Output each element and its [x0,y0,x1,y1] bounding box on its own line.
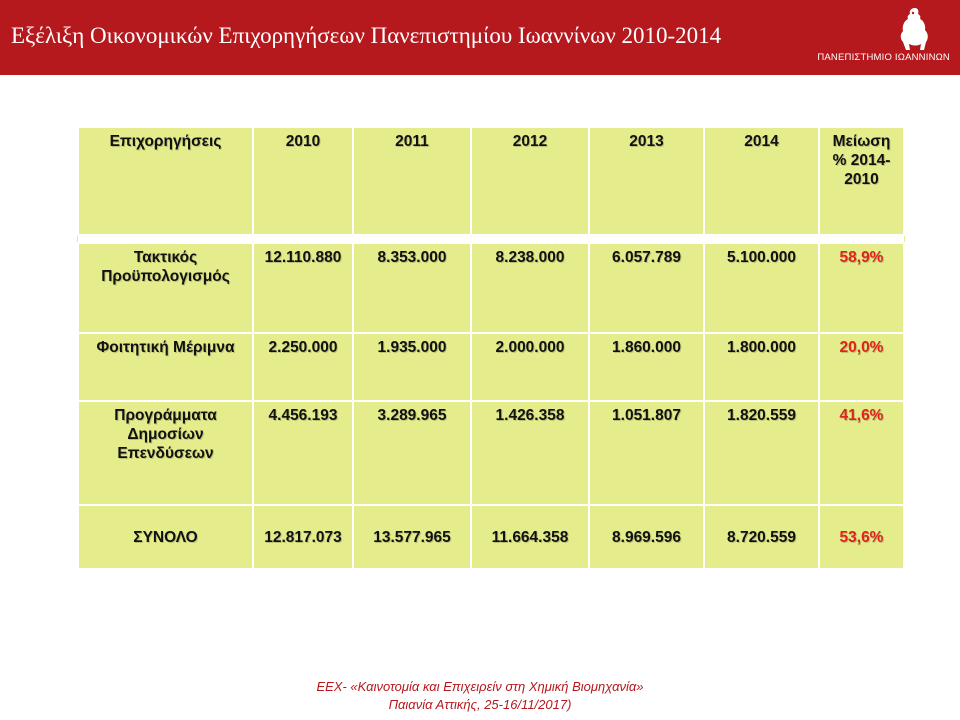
row-label: ΣΥΝΟΛΟ [78,505,253,569]
cell-2010: 4.456.193 [253,401,353,505]
cell-2013: 1.860.000 [589,333,704,401]
page-title: Εξέλιξη Οικονομικών Επιχορηγήσεων Πανεπιστημίου Ιωαννίνων 2010-2014 [11,23,722,48]
cell-reduction: 58,9% [819,243,904,333]
header-bar [0,0,960,75]
cell-2014: 8.720.559 [704,505,819,569]
university-logo-icon [880,4,950,54]
column-header: 2013 [589,127,704,235]
cell-reduction: 20,0% [819,333,904,401]
cell-2010: 2.250.000 [253,333,353,401]
column-header: 2010 [253,127,353,235]
column-header: 2012 [471,127,589,235]
cell-2011: 8.353.000 [353,243,471,333]
cell-2014: 1.820.559 [704,401,819,505]
cell-2011: 3.289.965 [353,401,471,505]
cell-2011: 13.577.965 [353,505,471,569]
logo-caption: ΠΑΝΕΠΙΣΤΗΜΙΟ ΙΩΑΝΝΙΝΩΝ [817,52,950,63]
column-header: Μείωση % 2014-2010 [819,127,904,235]
footer-line-2: Παιανία Αττικής, 25-16/11/2017) [388,697,572,712]
header-separator [78,235,904,243]
cell-2012: 2.000.000 [471,333,589,401]
column-header: 2014 [704,127,819,235]
cell-reduction: 53,6% [819,505,904,569]
cell-2014: 5.100.000 [704,243,819,333]
cell-2014: 1.800.000 [704,333,819,401]
cell-reduction: 41,6% [819,401,904,505]
cell-2010: 12.110.880 [253,243,353,333]
row-label: Τακτικός Προϋπολογισμός [78,243,253,333]
table-header-row [78,127,904,235]
table-row-total [78,505,904,569]
subsidies-table-container [77,126,903,566]
table-row [78,401,904,505]
cell-2011: 1.935.000 [353,333,471,401]
cell-2012: 8.238.000 [471,243,589,333]
cell-2012: 1.426.358 [471,401,589,505]
cell-2012: 11.664.358 [471,505,589,569]
cell-2013: 6.057.789 [589,243,704,333]
table-row [78,333,904,401]
row-label: Φοιτητική Μέριμνα [78,333,253,401]
cell-2010: 12.817.073 [253,505,353,569]
footer [0,678,960,714]
subsidies-table [77,126,905,570]
footer-line-1: ΕΕΧ- «Καινοτομία και Επιχειρείν στη Χημική Βιομηχανία» [316,679,644,694]
column-header: Επιχορηγήσεις [78,127,253,235]
cell-2013: 8.969.596 [589,505,704,569]
row-label: Προγράμματα Δημοσίων Επενδύσεων [78,401,253,505]
column-header: 2011 [353,127,471,235]
table-row [78,243,904,333]
cell-2013: 1.051.807 [589,401,704,505]
